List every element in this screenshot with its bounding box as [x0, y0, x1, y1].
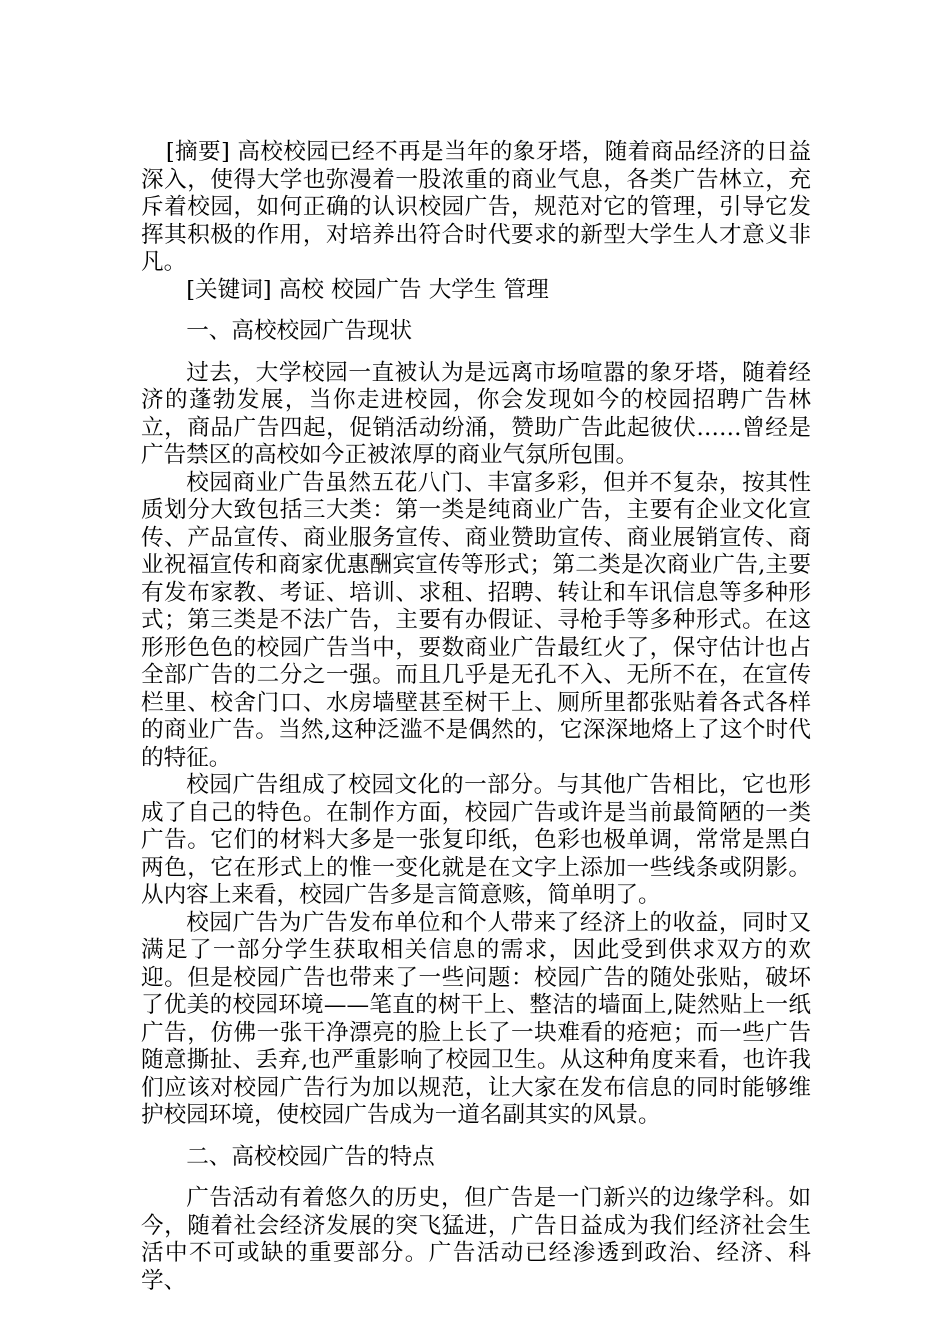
abstract-paragraph: [摘要] 高校校园已经不再是当年的象牙塔，随着商品经济的日益深入，使得大学也弥漫着一股浓重的商业气息，各类广告林立，充斥着校园，如何正确的认识校园广告，规范对它的管理，引导它发挥其积极的作用，对培养出符合时代要求的新型大学生人才意义非凡。: [141, 139, 811, 275]
spacer: [141, 346, 811, 360]
body-paragraph: 广告活动有着悠久的历史，但广告是一门新兴的边缘学科。如今，随着社会经济发展的突飞猛进，广告日益成为我们经济社会生活中不可或缺的重要部分。广告活动已经渗透到政治、经济、科学、: [141, 1185, 811, 1294]
section-heading-1: 一、高校校园广告现状: [186, 318, 413, 344]
body-paragraph: 校园商业广告虽然五花八门、丰富多彩，但并不复杂，按其性质划分大致包括三大类：第一类是纯商业广告，主要有企业文化宣传、产品宣传、商业服务宣传、商业赞助宣传、商业展销宣传、商业祝福宣传和商家优惠酬宾宣传等形式；第二类是次商业广告,主要有发布家教、考证、培训、求租、招聘、转让和车讯信息等多种形式；第三类是不法广告，主要有办假证、寻枪手等多种形式。在这形形色色的校园广告当中，要数商业广告最红火了，保守估计也占全部广告的二分之一强。而且几乎是无孔不入、无所不在，在宣传栏里、校舍门口、水房墙壁甚至树干上、厕所里都张贴着各式各样的商业广告。当然,这种泛滥不是偶然的，它深深地烙上了这个时代的特征。: [141, 469, 811, 771]
body-paragraph: 校园广告组成了校园文化的一部分。与其他广告相比，它也形成了自己的特色。在制作方面，校园广告或许是当前最简陋的一类广告。它们的材料大多是一张复印纸，色彩也极单调，常常是黑白两色，它在形式上的惟一变化就是在文字上添加一些线条或阴影。从内容上来看，校园广告多是言简意赅，简单明了。: [141, 772, 811, 908]
keywords-line: [关键词] 高校 校园广告 大学生 管理: [186, 276, 549, 303]
spacer: [141, 1171, 811, 1185]
spacer: [141, 1130, 811, 1144]
body-paragraph: 校园广告为广告发布单位和个人带来了经济上的收益，同时又满足了一部分学生获取相关信息的需求，因此受到供求双方的欢迎。但是校园广告也带来了一些问题：校园广告的随处张贴，破坏了优美的校园环境——笔直的树干上、整洁的墙面上,陡然贴上一纸广告，仿佛一张干净漂亮的脸上长了一块难看的疮疤；而一些广告随意撕扯、丢弃,也严重影响了校园卫生。从这种角度来看，也许我们应该对校园广告行为加以规范，让大家在发布信息的同时能够维护校园环境，使校园广告成为一道名副其实的风景。: [141, 909, 811, 1128]
spacer: [141, 304, 811, 318]
section-heading-2: 二、高校校园广告的特点: [186, 1143, 435, 1170]
body-paragraph: 过去，大学校园一直被认为是远离市场喧嚣的象牙塔，随着经济的蓬勃发展，当你走进校园，你会发现如今的校园招聘广告林立，商品广告四起，促销活动纷涌，赞助广告此起彼伏……曾经是广告禁区的高校如今正被浓厚的商业气氛所包围。: [141, 359, 811, 468]
document-body: [141, 139, 811, 1295]
